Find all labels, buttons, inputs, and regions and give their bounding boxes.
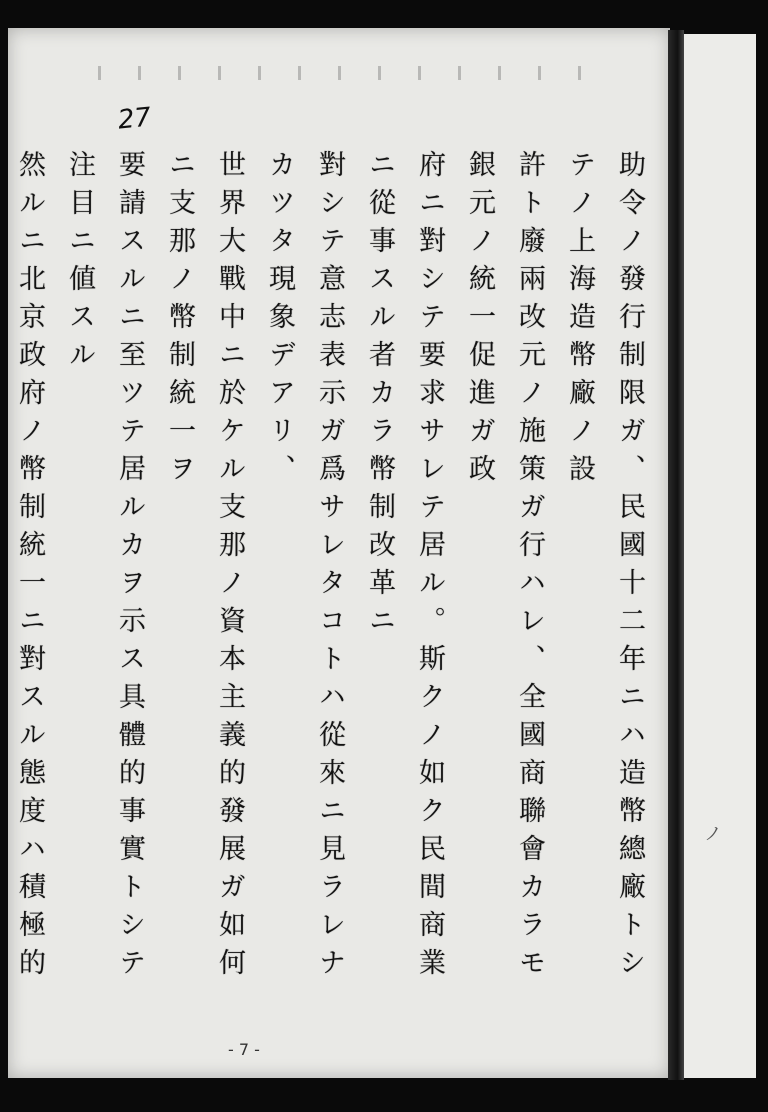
text-column: 然ルニ北京政府ノ幣制統一ニ對スル態度ハ積極的: [14, 150, 45, 986]
adjacent-page-edge: [684, 34, 756, 1078]
page-number: 27: [116, 102, 153, 136]
book-spine: [668, 30, 684, 1080]
text-column: 許ト廢兩改元ノ施策ガ行ハレ、全國商聯會カラモ銀元ノ統一促進ガ政: [464, 150, 545, 986]
header-smudge: [80, 66, 600, 80]
text-column: 府ニ對シテ要求サレテ居ル。斯クノ如ク民間商業ニ從事スル者カラ幣制改革ニ: [364, 150, 445, 986]
text-column: 助令ノ發行制限ガ、民國十二年ニハ造幣總廠トシテノ上海造幣廠ノ設: [564, 150, 645, 986]
text-column: 要請スルニ至ツテ居ルカヲ示ス具體的事實トシテ注目ニ値スル: [64, 150, 145, 986]
footer-mark: - 7 -: [228, 1040, 260, 1059]
text-column: 對シテ意志表示ガ爲サレタコトハ從來ニ見ラレナカツタ現象デアリ、: [264, 150, 345, 986]
vertical-text-body: [14, 150, 654, 990]
text-column: 世界大戰中ニ於ケル支那ノ資本主義的發展ガ如何ニ支那ノ幣制統一ヲ: [164, 150, 245, 986]
margin-mark: ノ: [704, 824, 722, 845]
